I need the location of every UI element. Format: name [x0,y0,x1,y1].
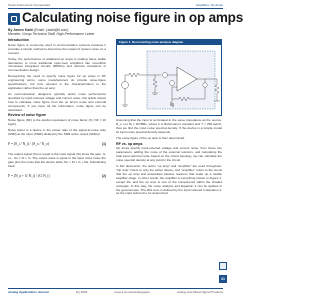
intro-paragraph: As communication designers typically prefer noise performance specified by input-referred voltage and current noise, this article shows how to calculate noise figure from the op amp's noise and external components. If you have all the information, noise figure can be calculated. [8,91,106,112]
intro-paragraph: Recognizing the need to specify noise figure for op amps in RF engineering terms, some manufacturers do provide noise-figure specifications, but how relevant is the characterization to the application rather than the op amp. [8,74,106,90]
right-column [116,39,222,198]
current-noise-source [170,81,175,86]
output-noise-source [203,83,207,87]
equation-1-row [8,139,106,151]
right-paragraph: Assuming that the input is terminated in the same impedance as the source, R_s. Let Ni = 4kTBRs, where k is Boltzmann's constant and T = 290 kelvin; thus we find the input noise spectral density. If the device is a simple model its input noise spectral density depends. [116,118,222,134]
noise-schematic-diagram [117,45,222,116]
footer-division: Analog and Mixed-Signal Products [176,290,223,294]
left-column [8,39,106,185]
equation-1: F = (S_i / N_i) / (S_o / N_o) [8,141,49,146]
equation-2: F = (N_a + G·N_i) / (G·N_i) [8,173,50,178]
title-chip-icon [8,13,20,25]
running-head-right: Amplifiers: Op Amps [195,3,223,7]
running-head [8,2,223,9]
footer-url[interactable]: www.ti.com/sc/analogapps [114,290,150,294]
rf-paragraph: Op amps specify input-referred voltage and current noise, from these two parameters, adding the noise of the external resistors, and calculating the total input-referred noise based on the circuit topology, we can calculate the noise spectral density at any point in the circuit. [116,146,222,163]
author-email[interactable]: (Email: j-karki@ti.com) [34,28,69,32]
signal-source-symbol [122,82,129,89]
right-paragraph: The noise figure of the op amp is then determined. [116,135,186,140]
review-heading: Review of noise figure [8,113,47,118]
page-number: 31 [219,275,227,283]
page-footer [8,288,223,295]
equation-2-number: (2) [102,173,106,178]
footer-journal: Analog Applications Journal [8,290,49,294]
figure-1 [116,39,222,116]
review-paragraph: The output signal (So) is equal to the input signal (Si) times the gain, G, i.e., So = Si × G. The output noise is equal to the input noise times the gain plus the noise that the device adds, No = Ni × G + Na. Substituting back: [8,151,106,168]
review-paragraph: Noise factor is a device in the power ratio of the signal-to-noise ratio (SNR) at the input (SNRi) divided by the SNR at the output (SNRo): [8,128,106,137]
intro-paragraph: Noise figure is commonly used in communication systems because it provides a simple method to determine the impact of system noise on a receiver. [8,42,106,55]
article-title: Calculating noise figure in op amps [22,10,244,25]
load-resistor [215,79,219,101]
source-resistor [125,73,143,77]
author-name: By James Karki [8,28,34,32]
rf-heading: RF vs. op amps [116,141,143,146]
equation-2-row [8,171,106,183]
figure-1-caption: Figure 1. Non-inverting noise analysis diagram [117,40,221,45]
footer-issue: 1Q 2003 [75,290,88,294]
rf-paragraph: In this discussion, the terms "op amp" and "amplifier" are used throughout. "Op amp" refers to only the active device, and "amplifier" refers to the circuit that the op amp and associated passive resistors that make up a usable amplifier stage. In other words, the amplifier is everything shown in Figure 1, except Rs, and the op amp is one of the components within the shaded rectangle. In this way, the noise analysis and Equation 2 can be applied in the general case. The 2Rs term is defined by the input referred in Equation 2, as the input referred to be determined. [116,164,222,196]
voltage-noise-source [163,73,168,78]
running-head-left: Texas Instruments Incorporated [8,3,51,7]
equation-1-number: (1) [102,141,106,146]
author-role: Member, Group Technical Staff, High-Performance Linear [8,32,95,36]
byline [8,28,94,36]
intro-paragraph: Today, the performance of wideband op amps is making these stable derivatives to more traditional open-loop amplifiers like monolithic microwave integrated circuits (MMICs) and discrete transistors in communication design. [8,56,106,73]
section-tab-marker [219,262,227,270]
intro-heading: Introduction [8,38,29,42]
review-paragraph: Noise figure (NF) is the decibel equivalent of noise factor (F): NF = 10 log(F). [8,118,106,127]
